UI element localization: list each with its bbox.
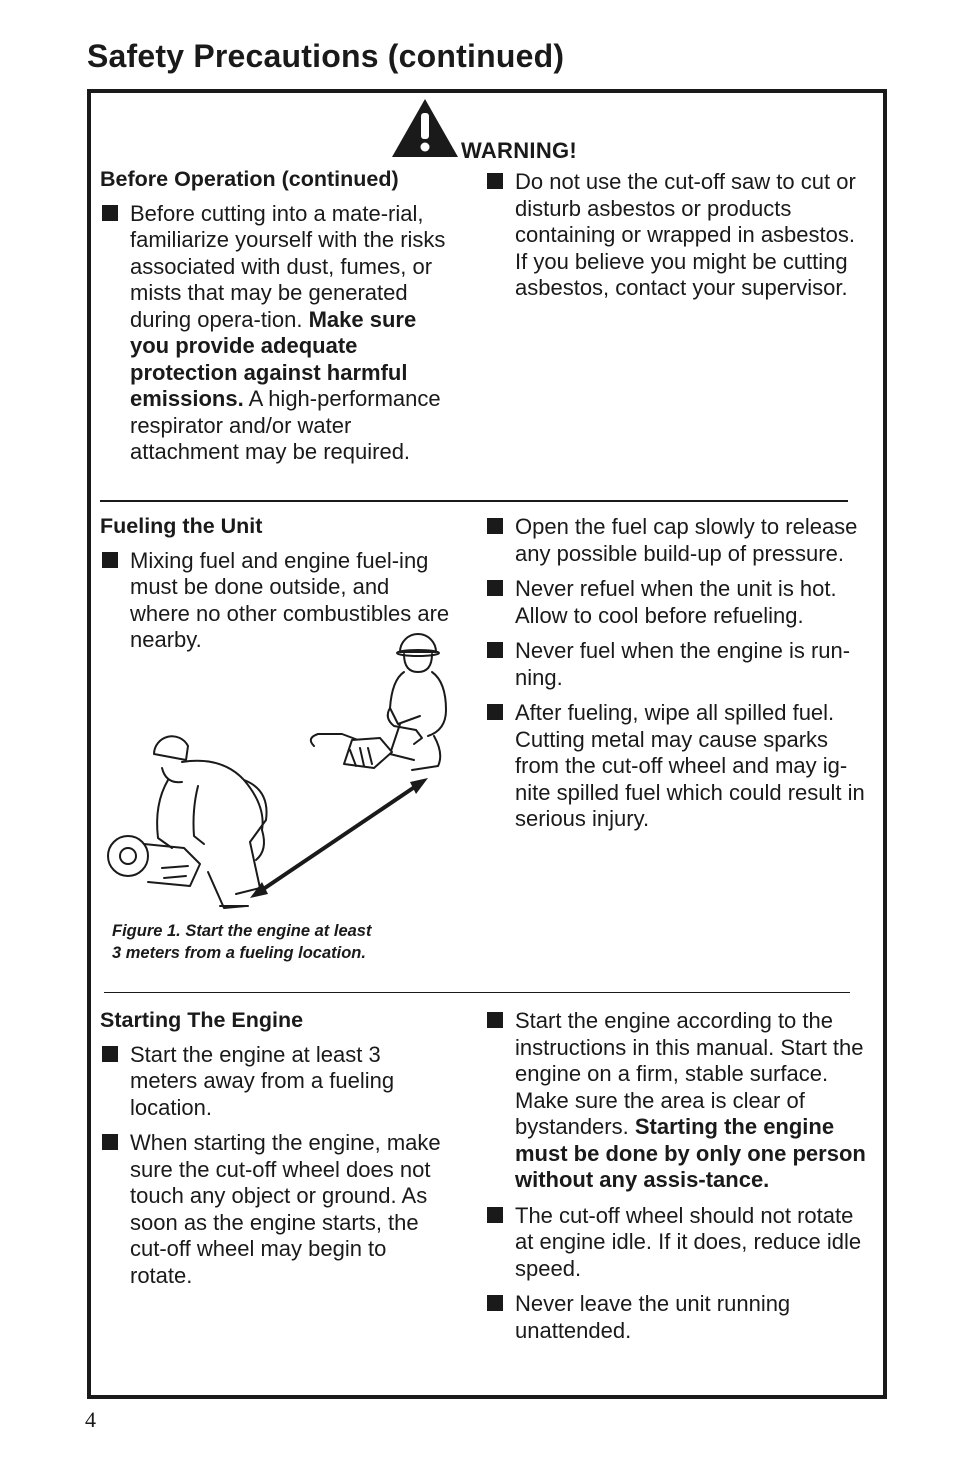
figure-caption-line: 3 meters from a fueling location. (112, 944, 366, 962)
figure-caption-line: Figure 1. Start the engine at least (112, 922, 372, 940)
page-number: 4 (85, 1407, 96, 1432)
list-item (485, 169, 870, 302)
bullet-square-icon (487, 580, 503, 596)
bullet-bold-text: Starting the engine must be done by only one person without any assis-tance. (515, 1114, 866, 1192)
section-heading-fueling: Fueling the Unit (100, 514, 263, 538)
warning-triangle-icon (390, 97, 460, 159)
bullet-square-icon (102, 1134, 118, 1150)
bullet-text: Start the engine at least 3 meters away from a fueling location. (130, 1041, 395, 1120)
section-heading-starting: Starting The Engine (100, 1008, 304, 1032)
list-item (485, 1291, 870, 1344)
list-item (100, 1130, 450, 1289)
bullet-text: The cut-off wheel should not rotate at engine idle. If it does, reduce idle speed. (515, 1202, 862, 1281)
bullet-square-icon (487, 173, 503, 189)
before-operation-left (100, 166, 450, 475)
list-item (485, 638, 870, 691)
bullet-text: Before cutting into a mate-rial, familiarize yourself with the risks associated with dust, fumes, or mists that may be generated during opera-tion. (130, 200, 446, 332)
section-divider (104, 992, 850, 993)
starting-right (485, 1008, 870, 1353)
bullet-square-icon (102, 552, 118, 568)
bullet-text: After fueling, wipe all spilled fuel. Cutting metal may cause sparks from the cut-off wheel and may ig-nite spilled fuel which could result in serious injury. (515, 700, 865, 831)
bullet-text: Never fuel when the engine is run-ning. (515, 638, 851, 690)
bullet-text: A high-performance respirator and/or water attachment may be required. (130, 386, 441, 464)
bullet-square-icon (487, 1295, 503, 1311)
list-item (485, 700, 870, 833)
page-title: Safety Precautions (continued) (87, 38, 565, 74)
bullet-text: Start the engine according to the instructions in this manual. Start the engine on a firm, stable surface. Make sure the area is clear of bystanders. (515, 1008, 864, 1139)
list-item (485, 1008, 870, 1194)
bullet-bold-text: Make sure you provide adequate protection against harmful emissions. (130, 306, 417, 411)
bullet-square-icon (487, 1207, 503, 1223)
list-item (100, 1042, 450, 1122)
section-divider (100, 500, 848, 502)
bullet-text: When starting the engine, make sure the cut-off wheel does not touch any object or ground. As soon as the engine starts, the cut-off wheel may begin to rotate. (130, 1130, 441, 1288)
list-item (100, 201, 450, 466)
fueling-right (485, 514, 870, 842)
bullet-text: Do not use the cut-off saw to cut or disturb asbestos or products containing or wrapped in asbestos. If you believe you might be cutting asbestos, contact your supervisor. (515, 169, 856, 300)
bullet-text: Never refuel when the unit is hot. Allow to cool before refueling. (515, 576, 837, 628)
list-item (485, 576, 870, 629)
bullet-square-icon (487, 704, 503, 720)
section-heading-before-operation: Before Operation (continued) (100, 167, 399, 191)
list-item (485, 514, 870, 567)
bullet-square-icon (487, 518, 503, 534)
bullet-square-icon (102, 205, 118, 221)
warning-label: WARNING! (461, 138, 578, 163)
figure-illustration (104, 632, 454, 912)
bullet-square-icon (102, 1046, 118, 1062)
bullet-text: Never leave the unit running unattended. (515, 1291, 791, 1343)
before-operation-right (485, 169, 870, 311)
list-item (485, 1203, 870, 1283)
bullet-text: Open the fuel cap slowly to release any possible build-up of pressure. (515, 514, 858, 566)
bullet-square-icon (487, 642, 503, 658)
starting-left (100, 1007, 450, 1298)
figure-caption (112, 920, 432, 964)
bullet-square-icon (487, 1012, 503, 1028)
bullet-text: Mixing fuel and engine fuel-ing must be done outside, and where no other combustibles are nearby. (130, 547, 450, 652)
